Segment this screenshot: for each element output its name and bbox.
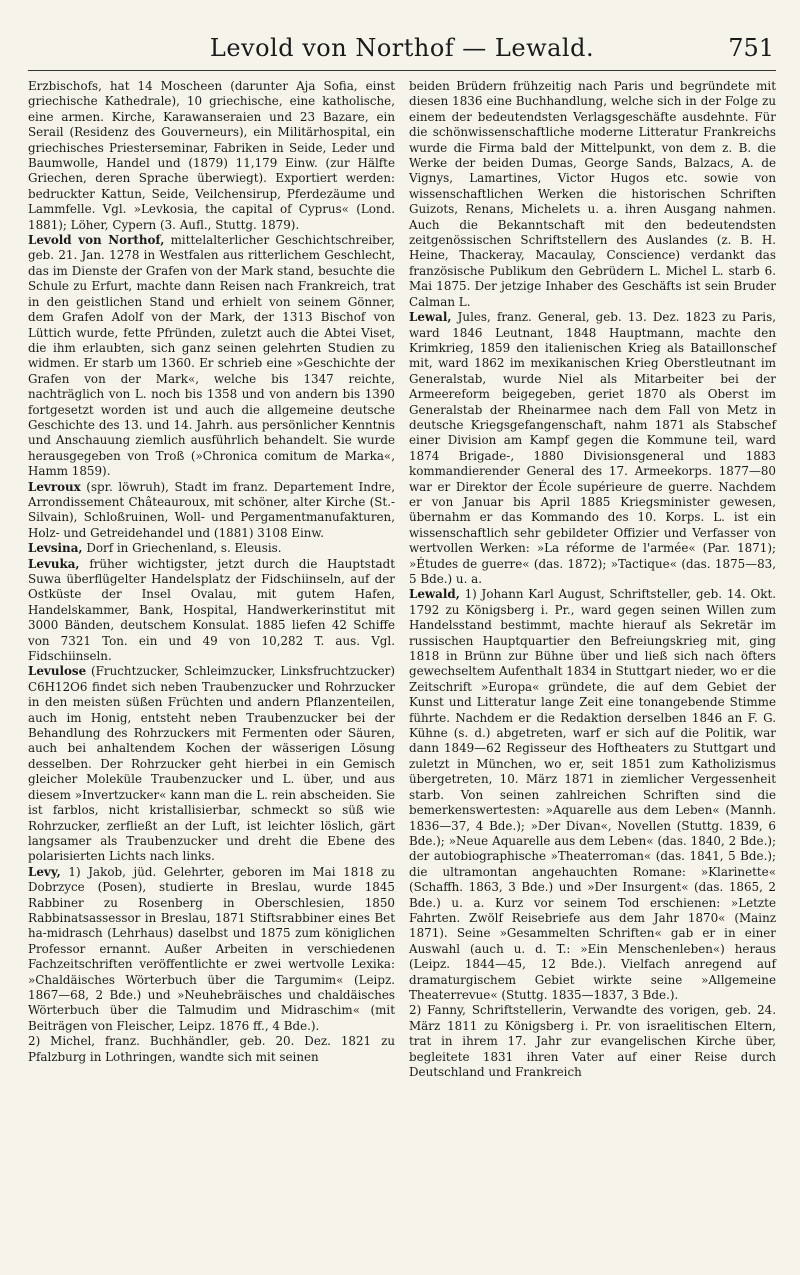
page-number: 751 xyxy=(728,34,774,62)
right-column xyxy=(409,79,776,1080)
entry-headword: Levy, xyxy=(28,864,61,879)
entry-levroux: Levroux (spr. löwruh), Stadt im franz. Departement Indre, Arrondissement Châteauroux, mit schöner, alter Kirche (St.-Silvain), Schloßruinen, Woll- und Pergamentmanufakturen, Holz- und Getreidehandel und (1881) 3108 Einw. xyxy=(28,479,395,540)
entry-levkosia-cont: Erzbischofs, hat 14 Moscheen (darunter Aja Sofia, einst griechische Kathedrale), 10 griechische, eine katholische, eine armen. Kirche, Karawanseraien und 23 Bazare, ein Serail (Residenz des Gouverneurs), ein Militärhospital, ein griechisches Priesterseminar, Fabriken in Seide, Leder und Baumwolle, Handel und (1879) 11,179 Einw. (zur Hälfte Griechen, deren Sprache überwiegt). Exportiert werden: bedruckter Kattun, Seide, Veilchensirup, Pferdezäume und Lammfelle. Vgl. »Levkosia, the capital of Cyprus« (Lond. 1881); Löher, Cypern (3. Aufl., Stuttg. 1879). xyxy=(28,79,395,232)
running-title: Levold von Northof — Lewald. xyxy=(209,34,595,62)
entry-levold: Levold von Northof, mittelalterlicher Geschichtschreiber, geb. 21. Jan. 1278 in Westfalen aus ritterlichem Geschlecht, das im Dienste der Grafen von der Mark stand, besuchte die Schule zu Erfurt, machte dann Reisen nach Frankreich, trat in den geistlichen Stand und erhielt von seinem Gönner, dem Grafen Adolf von der Mark, der 1313 Bischof von Lüttich wurde, fette Pfründen, zuletzt auch die Abtei Viset, die ihm erlaubten, sich ganz seinen gelehrten Studien zu widmen. Er starb um 1360. Er schrieb eine »Geschichte der Grafen von der Mark«, welche bis 1347 reichte, nachträglich von L. noch bis 1358 und von andern bis 1390 fortgesetzt worden ist und auch die allgemeine deutsche Geschichte des 13. und 14. Jahrh. aus persönlicher Kenntnis und Anschauung ziemlich ausführlich behandelt. Sie wurde herausgegeben von Troß (»Chronica comitum de Marka«, Hamm 1859). xyxy=(28,233,395,479)
entry-lewald: Lewald, 1) Johann Karl August, Schriftsteller, geb. 14. Okt. 1792 zu Königsberg i. Pr., ward gegen seinen Willen zum Handelsstand bestimmt, machte hierauf als Sekretär im russischen Hauptquartier den Befreiungskrieg mit, ging 1818 in Brünn zur Bühne über und ließ sich nach öfters gewechseltem Aufenthalt 1834 in Stuttgart nieder, wo er die Zeitschrift »Europa« gründete, die auf dem Gebiet der Kunst und Litteratur lange Zeit eine tonangebende Stimme führte. Nachdem er die Redaktion derselben 1846 an F. G. Kühne (s. d.) abgetreten, warf er sich auf die Politik, war dann 1849—62 Regisseur des Hoftheaters zu Stuttgart und zuletzt in München, wo er, seit 1851 zum Katholizismus übergetreten, 10. März 1871 in ziemlicher Vergessenheit starb. Von seinen zahlreichen Schriften sind die bemerkenswertesten: »Aquarelle aus dem Leben« (Mannh. 1836—37, 4 Bde.); »Der Divan«, Novellen (Stuttg. 1839, 6 Bde.); »Neue Aquarelle aus dem Leben« (das. 1840, 2 Bde.); der autobiographische »Theaterroman« (das. 1841, 5 Bde.); die ultramontan angehauchten Romane: »Klarinette« (Schaffh. 1863, 3 Bde.) und »Der Insurgent« (das. 1865, 2 Bde.) u. a. Kurz vor seinem Tod erschienen: »Letzte Fahrten. Zwölf Reisebriefe aus dem Jahr 1870« (Mainz 1871). Seine »Gesammelten Schriften« gab er in einer Auswahl (auch u. d. T.: »Ein Menschenleben«) heraus (Leipz. 1844—45, 12 Bde.). Vielfach anregend auf dramaturgischem Gebiet wirkte seine »Allgemeine Theaterrevue« (Stuttg. 1835—1837, 3 Bde.). xyxy=(409,587,776,1002)
entry-levsina: Levsina, Dorf in Griechenland, s. Eleusis. xyxy=(28,541,282,556)
entry-headword: Levsina, xyxy=(28,541,83,556)
entry-levy-michel: 2) Michel, franz. Buchhändler, geb. 20. Dez. 1821 zu Pfalzburg in Lothringen, wandte sich mit seinen xyxy=(28,1034,395,1064)
entry-headword: Lewald, xyxy=(409,587,460,602)
page-header xyxy=(28,30,776,71)
entry-lewal: Lewal, Jules, franz. General, geb. 13. Dez. 1823 zu Paris, ward 1846 Leutnant, 1848 Hauptmann, machte den Krimkrieg, 1859 den italienischen Krieg als Bataillonschef mit, ward 1862 im mexikanischen Krieg Oberstleutnant im Generalstab, wurde Niel als Mitarbeiter bei der Armeereform beigegeben, geriet 1870 als Oberst im Generalstab der Rheinarmee nach dem Fall von Metz in deutsche Kriegsgefangenschaft, nahm 1871 als Stabschef einer Division am Kampf gegen die Kommune teil, ward 1874 Brigade-, 1880 Divisionsgeneral und 1883 kommandierender General des 17. Armeekorps. 1877—80 war er Direktor der École supérieure de guerre. Nachdem er von Januar bis April 1885 Kriegsminister gewesen, übernahm er das Kommando des 10. Korps. L. ist ein wissenschaftlich sehr gebildeter Offizier und Verfasser von wertvollen Werken: »La réforme de l'armée« (Par. 1871); »Études de guerre« (das. 1872); »Tactique« (das. 1875—83, 5 Bde.) u. a. xyxy=(409,310,776,586)
entry-levy: Levy, 1) Jakob, jüd. Gelehrter, geboren im Mai 1818 zu Dobrzyce (Posen), studierte in Breslau, wurde 1845 Rabbiner zu Rosenberg in Oberschlesien, 1850 Rabbinatsassessor in Breslau, 1871 Stiftsrabbiner eines Bet ha-midrasch (Lehrhaus) daselbst und 1875 zum königlichen Professor ernannt. Außer Arbeiten in verschiedenen Fachzeitschriften veröffentlichte er zwei wertvolle Lexika: »Chaldäisches Wörterbuch über die Targumim« (Leipz. 1867—68, 2 Bde.) und »Neuhebräisches und chaldäisches Wörterbuch über die Talmudim und Midraschim« (mit Beiträgen von Fleischer, Leipz. 1876 ff., 4 Bde.). xyxy=(28,864,395,1033)
entry-levuka: Levuka, früher wichtigster, jetzt durch die Hauptstadt Suwa überflügelter Handelsplatz der Fidschiinseln, auf der Ostküste der Insel Ovalau, mit gutem Hafen, Handelskammer, Bank, Hospital, Handwerkerinstitut mit 3000 Bänden, deutschem Konsulat. 1885 liefen 42 Schiffe von 7321 Ton. ein und 49 von 10,282 T. aus. Vgl. Fidschiinseln. xyxy=(28,556,395,664)
entry-headword: Levuka, xyxy=(28,556,80,571)
entry-lewald-fanny: 2) Fanny, Schriftstellerin, Verwandte des vorigen, geb. 24. März 1811 zu Königsberg i. Pr. von israelitischen Eltern, trat in ihrem 17. Jahr zur evangelischen Kirche über, begleitete 1831 ihren Vater auf einer Reise durch Deutschland und Frankreich xyxy=(409,1003,776,1079)
entry-levy-michel-cont: beiden Brüdern frühzeitig nach Paris und begründete mit diesen 1836 eine Buchhandlung, welche sich in der Folge zu einem der bedeutendsten Verlagsgeschäfte ausdehnte. Für die schönwissenschaftliche moderne Litteratur Frankreichs wurde die Firma bald der Mittelpunkt, von dem z. B. die Werke der beiden Dumas, George Sands, Balzacs, A. de Vignys, Lamartines, Victor Hugos etc. sowie von wissenschaftlichen Werken die historischen Schriften Guizots, Renans, Michelets u. a. ihren Ausgang nahmen. Auch die Bekanntschaft mit den bedeutendsten zeitgenössischen Schriftstellern des Auslandes (z. B. H. Heine, Thackeray, Macaulay, Conscience) verdankt das französische Publikum den Gebrüdern L. Michel L. starb 6. Mai 1875. Der jetzige Inhaber des Geschäfts ist sein Bruder Calman L. xyxy=(409,79,776,309)
entry-headword: Levold von Northof, xyxy=(28,233,165,248)
entry-levulose: Levulose (Fruchtzucker, Schleimzucker, Linksfruchtzucker) C6H12O6 findet sich neben Traubenzucker und Rohrzucker in den meisten süßen Früchten und andern Pflanzenteilen, auch im Honig, entsteht neben Traubenzucker bei der Behandlung des Rohrzuckers mit Fermenten oder Säuren, auch bei anhaltendem Kochen der wässerigen Lösung desselben. Der Rohrzucker geht hierbei in ein Gemisch gleicher Moleküle Traubenzucker und L. über, und aus diesem »Invertzucker« kann man die L. rein abscheiden. Sie ist farblos, nicht kristallisierbar, schmeckt so süß wie Rohrzucker, zerfließt an der Luft, ist leichter löslich, gärt langsamer als Traubenzucker und dreht die Ebene des polarisierten Lichts nach links. xyxy=(28,664,395,864)
left-column xyxy=(28,79,395,1080)
entry-headword: Lewal, xyxy=(409,310,452,325)
entry-headword: Levulose xyxy=(28,664,87,679)
text-columns xyxy=(28,79,776,1080)
entry-headword: Levroux xyxy=(28,479,81,494)
